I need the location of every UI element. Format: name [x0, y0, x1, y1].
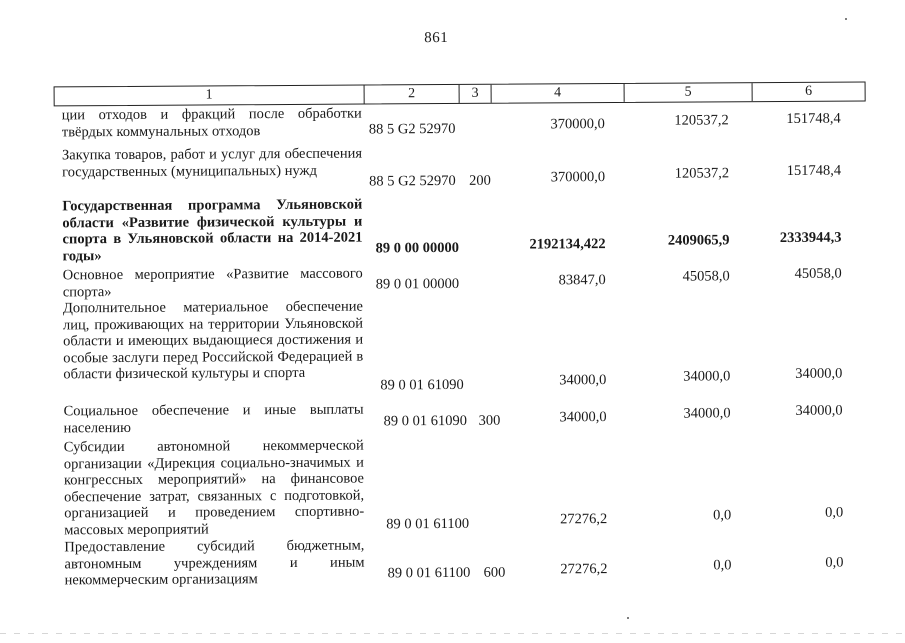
table-row: [0, 193, 904, 264]
row-value-4: 27276,2: [560, 561, 608, 578]
row-value-6: 34000,0: [795, 365, 843, 382]
column-header-4: 4: [492, 84, 625, 103]
row-value-6: 34000,0: [795, 402, 843, 419]
row-name: Субсидии автономной некоммерческой организации «Дирекция социально-значимых и конгрессных мероприятий» на финансовое обеспечение затрат, связанных с подготовкой, организацией и проведением спортивно-массовых мероприятий: [63, 437, 365, 538]
row-group: 600: [483, 564, 506, 581]
row-value-5: 120537,2: [674, 165, 730, 182]
row-value-5: 120537,2: [674, 112, 729, 129]
row-name: Основное мероприятие «Развитие массового спорта»: [62, 265, 363, 300]
row-name: Закупка товаров, работ и услуг для обеспечения государственных (муниципальных) нужд: [61, 145, 363, 180]
table-header: [54, 81, 866, 106]
column-header-6: 6: [805, 83, 813, 99]
row-code: 89 0 00 00000: [375, 239, 459, 257]
row-name: ции отходов и фракций после обработки твёрдых коммунальных отходов: [61, 105, 362, 140]
row-code: 89 0 01 61100: [387, 564, 471, 582]
row-name: Дополнительное материальное обеспечение лиц, проживающих на территории Ульяновской области и имеющих выдающиеся достижения и особые заслуги перед Российской Федерацией в области физической культуры и спорта: [62, 298, 364, 383]
row-code: 89 0 01 61090: [380, 376, 464, 394]
column-header-5: 5: [625, 83, 753, 102]
row-value-4: 34000,0: [559, 409, 607, 426]
row-code: 89 0 01 61100: [386, 515, 470, 533]
row-code: 89 0 01 61090: [383, 412, 468, 430]
row-value-4: 34000,0: [559, 372, 607, 389]
row-value-5: 34000,0: [683, 368, 731, 385]
row-value-6: 2333944,3: [779, 229, 842, 246]
row-group: 200: [469, 172, 491, 189]
row-code: 89 0 01 00000: [375, 275, 460, 293]
column-header-2: 2: [365, 85, 460, 104]
row-value-5: 2409065,9: [667, 232, 730, 249]
table-row: [1, 398, 905, 436]
column-header-1: 1: [55, 86, 365, 106]
row-value-5: 0,0: [713, 507, 732, 524]
row-value-6: 45058,0: [794, 265, 842, 282]
row-value-5: 34000,0: [683, 405, 731, 422]
row-code: 88 5 G2 52970: [368, 120, 456, 138]
column-header-3: 3: [460, 85, 492, 103]
row-group: 300: [478, 412, 501, 429]
row-code: 88 5 G2 52970: [369, 172, 456, 190]
scan-speck: [627, 617, 629, 619]
row-value-5: 45058,0: [682, 268, 730, 285]
row-value-4: 370000,0: [550, 169, 606, 186]
row-value-4: 27276,2: [560, 511, 608, 528]
row-name: Государственная программа Ульяновской области «Развитие физической культуры и спорта в Ульяновской области на 2014-2021 годы»: [62, 196, 363, 264]
table-row: [0, 142, 904, 190]
row-value-5: 0,0: [713, 557, 732, 574]
scan-speck: [845, 18, 847, 20]
page-number: 861: [424, 30, 449, 47]
row-value-6: 0,0: [825, 554, 844, 571]
row-value-4: 83847,0: [558, 272, 606, 289]
row-name: Предоставление субсидий бюджетным, автономным учреждениям и иным некоммерческим организациям: [64, 537, 365, 589]
scan-edge-artifact: [0, 633, 905, 634]
row-name: Социальное обеспечение и иные выплаты населению: [63, 401, 364, 436]
row-value-6: 0,0: [825, 504, 844, 521]
row-value-6: 151748,4: [786, 162, 842, 179]
row-value-4: 2192134,422: [529, 236, 606, 253]
row-value-6: 151748,4: [786, 110, 841, 127]
row-value-4: 370000,0: [550, 116, 605, 133]
